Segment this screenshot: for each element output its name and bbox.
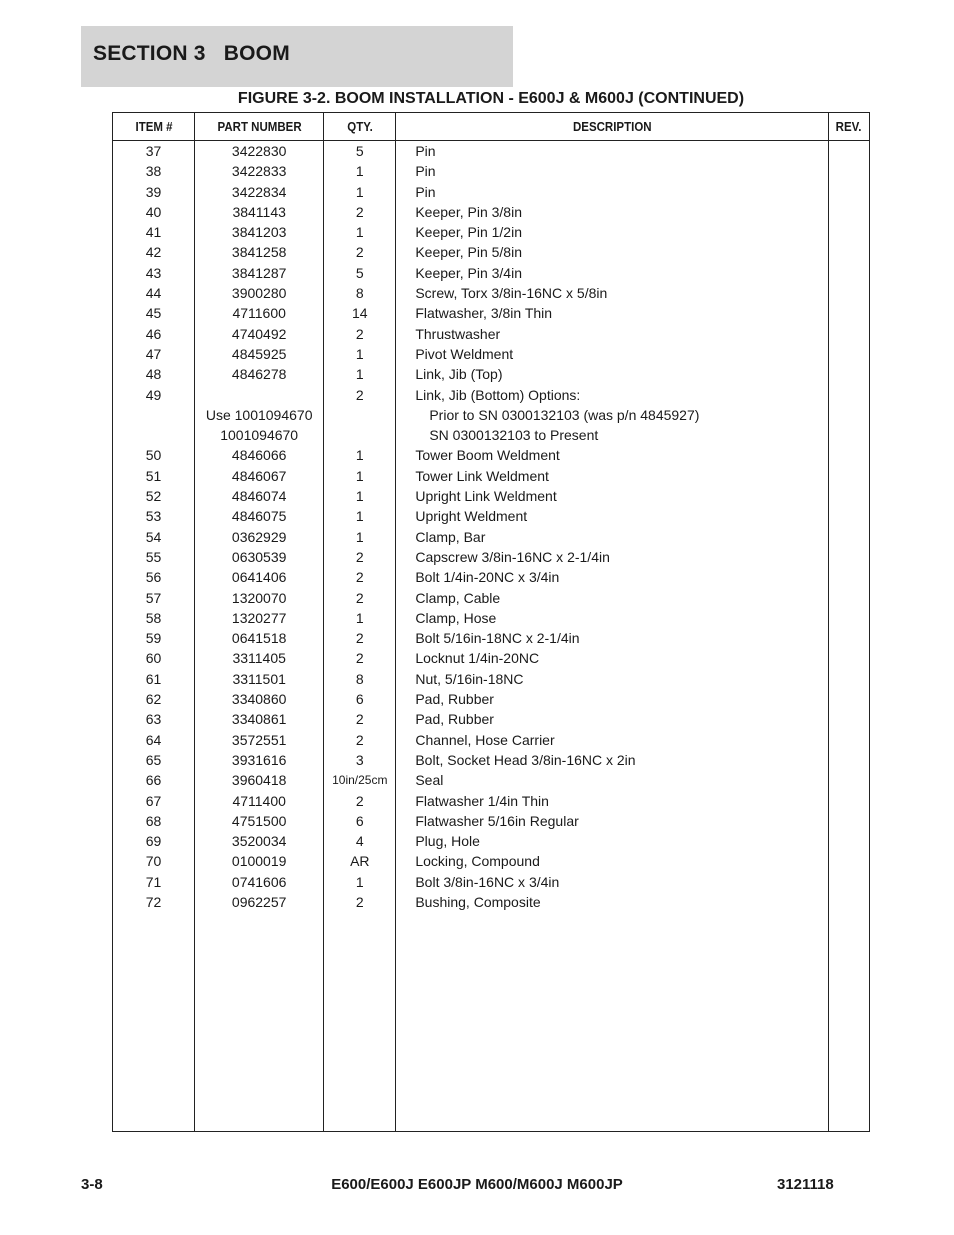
table-row: [113, 608, 870, 628]
part-number-cell: 4751500: [195, 811, 324, 831]
table-row: [113, 445, 870, 465]
item-number-cell: 42: [113, 242, 195, 262]
table-row: [113, 628, 870, 648]
table-row: [113, 669, 870, 689]
item-number-cell: 69: [113, 831, 195, 851]
revision-cell: [828, 628, 869, 648]
item-number-cell: 51: [113, 466, 195, 486]
part-number-cell: 3311405: [195, 648, 324, 668]
revision-cell: [828, 709, 869, 729]
part-number-cell: 0741606: [195, 872, 324, 892]
table-row: [113, 344, 870, 364]
revision-cell: [828, 364, 869, 384]
item-number-cell: 53: [113, 506, 195, 526]
table-row: [113, 892, 870, 912]
description-cell: Pivot Weldment: [396, 344, 829, 364]
quantity-cell: 1: [324, 872, 396, 892]
description-cell: Link, Jib (Bottom) Options:: [396, 385, 829, 405]
part-number-cell: 3340861: [195, 709, 324, 729]
table-row: [113, 182, 870, 202]
item-number-cell: 64: [113, 730, 195, 750]
description-cell: Clamp, Hose: [396, 608, 829, 628]
revision-cell: [828, 283, 869, 303]
quantity-cell: 10in/25cm: [324, 770, 396, 790]
part-number-cell: 3422834: [195, 182, 324, 202]
column-header-description: DESCRIPTION: [413, 113, 811, 141]
table-row: [113, 750, 870, 770]
item-number-cell: 44: [113, 283, 195, 303]
item-number-cell: 43: [113, 263, 195, 283]
part-number-cell: 3572551: [195, 730, 324, 750]
item-number-cell: 60: [113, 648, 195, 668]
table-row: [113, 527, 870, 547]
part-number-cell: 4846066: [195, 445, 324, 465]
description-cell: Locknut 1/4in-20NC: [396, 648, 829, 668]
quantity-cell: 2: [324, 730, 396, 750]
part-number-cell: 4711400: [195, 791, 324, 811]
part-number-cell: 4845925: [195, 344, 324, 364]
table-row: [113, 506, 870, 526]
quantity-cell: 2: [324, 567, 396, 587]
description-cell: Flatwasher, 3/8in Thin: [396, 303, 829, 323]
item-number-cell: 61: [113, 669, 195, 689]
item-number-cell: 70: [113, 851, 195, 871]
description-cell: Screw, Torx 3/8in-16NC x 5/8in: [396, 283, 829, 303]
empty-cell: [324, 912, 396, 1131]
quantity-cell: 6: [324, 811, 396, 831]
description-cell: Upright Weldment: [396, 506, 829, 526]
quantity-cell: 1: [324, 506, 396, 526]
part-number-cell: 0641518: [195, 628, 324, 648]
empty-cell: [828, 912, 869, 1131]
description-cell: Bolt 3/8in-16NC x 3/4in: [396, 872, 829, 892]
part-number-cell: 3841143: [195, 202, 324, 222]
part-number-cell: 0630539: [195, 547, 324, 567]
description-cell: Flatwasher 5/16in Regular: [396, 811, 829, 831]
quantity-cell: 5: [324, 141, 396, 162]
description-cell: Upright Link Weldment: [396, 486, 829, 506]
parts-table: [112, 112, 870, 1132]
quantity-cell: 14: [324, 303, 396, 323]
revision-cell: [828, 344, 869, 364]
description-cell: Tower Boom Weldment: [396, 445, 829, 465]
description-cell: Capscrew 3/8in-16NC x 2-1/4in: [396, 547, 829, 567]
part-number-cell: 1320070: [195, 588, 324, 608]
quantity-cell: 1: [324, 466, 396, 486]
part-number-cell: 4846278: [195, 364, 324, 384]
item-number-cell: 38: [113, 161, 195, 181]
revision-cell: [828, 527, 869, 547]
empty-cell: [195, 912, 324, 1131]
revision-cell: [828, 689, 869, 709]
item-number-cell: 59: [113, 628, 195, 648]
description-cell: Tower Link Weldment: [396, 466, 829, 486]
item-number-cell: 40: [113, 202, 195, 222]
quantity-cell: 1: [324, 344, 396, 364]
item-number-cell: 62: [113, 689, 195, 709]
description-cell: Flatwasher 1/4in Thin: [396, 791, 829, 811]
revision-cell: [828, 851, 869, 871]
quantity-cell: 1: [324, 486, 396, 506]
part-number-cell: 3931616: [195, 750, 324, 770]
description-cell: Keeper, Pin 5/8in: [396, 242, 829, 262]
section-header-band: [81, 26, 513, 87]
page-number: 3-8: [81, 1176, 103, 1193]
revision-cell: [828, 892, 869, 912]
quantity-cell: 2: [324, 648, 396, 668]
item-number-cell: 63: [113, 709, 195, 729]
revision-cell: [828, 222, 869, 242]
table-header-row: [113, 113, 870, 141]
table-row: [113, 364, 870, 384]
table-row: [113, 303, 870, 323]
description-cell: Prior to SN 0300132103 (was p/n 4845927): [396, 405, 829, 425]
description-cell: SN 0300132103 to Present: [396, 425, 829, 445]
item-number-cell: 54: [113, 527, 195, 547]
description-cell: Thrustwasher: [396, 324, 829, 344]
column-header-rev: REV.: [830, 113, 868, 141]
revision-cell: [828, 303, 869, 323]
description-cell: Pin: [396, 141, 829, 162]
part-number-cell: Use 1001094670: [195, 405, 324, 425]
description-cell: Clamp, Bar: [396, 527, 829, 547]
revision-cell: [828, 648, 869, 668]
quantity-cell: 2: [324, 385, 396, 405]
item-number-cell: 46: [113, 324, 195, 344]
part-number-cell: 3422833: [195, 161, 324, 181]
quantity-cell: 2: [324, 709, 396, 729]
revision-cell: [828, 425, 869, 445]
quantity-cell: 8: [324, 669, 396, 689]
item-number-cell: 48: [113, 364, 195, 384]
quantity-cell: 2: [324, 242, 396, 262]
description-cell: Keeper, Pin 3/4in: [396, 263, 829, 283]
table-row: [113, 425, 870, 445]
table-row: [113, 466, 870, 486]
part-number-cell: 4740492: [195, 324, 324, 344]
description-cell: Pad, Rubber: [396, 709, 829, 729]
table-row: [113, 202, 870, 222]
revision-cell: [828, 385, 869, 405]
revision-cell: [828, 547, 869, 567]
part-number-cell: 3311501: [195, 669, 324, 689]
item-number-cell: 55: [113, 547, 195, 567]
revision-cell: [828, 161, 869, 181]
table-row: [113, 709, 870, 729]
item-number-cell: 66: [113, 770, 195, 790]
description-cell: Bolt 1/4in-20NC x 3/4in: [396, 567, 829, 587]
revision-cell: [828, 263, 869, 283]
document-number: 3121118: [777, 1176, 834, 1193]
item-number-cell: 65: [113, 750, 195, 770]
part-number-cell: 1320277: [195, 608, 324, 628]
description-cell: Channel, Hose Carrier: [396, 730, 829, 750]
description-cell: Pin: [396, 182, 829, 202]
revision-cell: [828, 588, 869, 608]
revision-cell: [828, 202, 869, 222]
table-row: [113, 770, 870, 790]
revision-cell: [828, 405, 869, 425]
revision-cell: [828, 831, 869, 851]
table-row: [113, 324, 870, 344]
quantity-cell: [324, 405, 396, 425]
revision-cell: [828, 324, 869, 344]
table-row: [113, 141, 870, 162]
description-cell: Locking, Compound: [396, 851, 829, 871]
table-row: [113, 385, 870, 405]
revision-cell: [828, 669, 869, 689]
table-row: [113, 730, 870, 750]
table-row: [113, 486, 870, 506]
figure-title: FIGURE 3-2. BOOM INSTALLATION - E600J & M600J (CONTINUED): [237, 90, 745, 107]
table-row: [113, 222, 870, 242]
item-number-cell: 68: [113, 811, 195, 831]
revision-cell: [828, 445, 869, 465]
section-title: SECTION 3 BOOM: [93, 42, 290, 65]
revision-cell: [828, 506, 869, 526]
revision-cell: [828, 466, 869, 486]
quantity-cell: AR: [324, 851, 396, 871]
description-cell: Keeper, Pin 3/8in: [396, 202, 829, 222]
quantity-cell: 2: [324, 892, 396, 912]
quantity-cell: 6: [324, 689, 396, 709]
quantity-cell: 1: [324, 445, 396, 465]
quantity-cell: 3: [324, 750, 396, 770]
table-row: [113, 791, 870, 811]
item-number-cell: [113, 425, 195, 445]
table-row: [113, 811, 870, 831]
part-number-cell: 3520034: [195, 831, 324, 851]
part-number-cell: 0362929: [195, 527, 324, 547]
quantity-cell: 2: [324, 202, 396, 222]
part-number-cell: 1001094670: [195, 425, 324, 445]
table-row: [113, 405, 870, 425]
table-row: [113, 831, 870, 851]
part-number-cell: 4846074: [195, 486, 324, 506]
description-cell: Bolt, Socket Head 3/8in-16NC x 2in: [396, 750, 829, 770]
table-row: [113, 547, 870, 567]
part-number-cell: 4711600: [195, 303, 324, 323]
part-number-cell: 3841258: [195, 242, 324, 262]
part-number-cell: [195, 385, 324, 405]
quantity-cell: 1: [324, 527, 396, 547]
revision-cell: [828, 811, 869, 831]
part-number-cell: 0641406: [195, 567, 324, 587]
table-row: [113, 851, 870, 871]
item-number-cell: 71: [113, 872, 195, 892]
revision-cell: [828, 242, 869, 262]
part-number-cell: 3340860: [195, 689, 324, 709]
description-cell: Plug, Hole: [396, 831, 829, 851]
revision-cell: [828, 182, 869, 202]
quantity-cell: 5: [324, 263, 396, 283]
quantity-cell: [324, 425, 396, 445]
quantity-cell: 2: [324, 324, 396, 344]
column-header-item: ITEM #: [116, 113, 192, 141]
part-number-cell: 4846067: [195, 466, 324, 486]
revision-cell: [828, 141, 869, 162]
description-cell: Pad, Rubber: [396, 689, 829, 709]
table-row: [113, 689, 870, 709]
item-number-cell: 47: [113, 344, 195, 364]
parts-table-body: [113, 141, 870, 1132]
model-list: E600/E600J E600JP M600/M600J M600JP: [331, 1176, 623, 1193]
quantity-cell: 1: [324, 222, 396, 242]
part-number-cell: 0100019: [195, 851, 324, 871]
item-number-cell: 37: [113, 141, 195, 162]
quantity-cell: 2: [324, 628, 396, 648]
description-cell: Clamp, Cable: [396, 588, 829, 608]
quantity-cell: 2: [324, 588, 396, 608]
quantity-cell: 8: [324, 283, 396, 303]
description-cell: Link, Jib (Top): [396, 364, 829, 384]
item-number-cell: 56: [113, 567, 195, 587]
revision-cell: [828, 872, 869, 892]
part-number-cell: 3841203: [195, 222, 324, 242]
item-number-cell: 72: [113, 892, 195, 912]
quantity-cell: 1: [324, 182, 396, 202]
item-number-cell: 52: [113, 486, 195, 506]
empty-cell: [396, 912, 829, 1131]
description-cell: Nut, 5/16in-18NC: [396, 669, 829, 689]
item-number-cell: 41: [113, 222, 195, 242]
part-number-cell: 3841287: [195, 263, 324, 283]
revision-cell: [828, 608, 869, 628]
item-number-cell: 67: [113, 791, 195, 811]
table-row: [113, 567, 870, 587]
part-number-cell: 0962257: [195, 892, 324, 912]
table-row: [113, 263, 870, 283]
revision-cell: [828, 567, 869, 587]
item-number-cell: 57: [113, 588, 195, 608]
empty-cell: [113, 912, 195, 1131]
table-filler-row: [113, 912, 870, 1131]
part-number-cell: 4846075: [195, 506, 324, 526]
quantity-cell: 1: [324, 364, 396, 384]
column-header-part-number: PART NUMBER: [200, 113, 319, 141]
revision-cell: [828, 730, 869, 750]
description-cell: Pin: [396, 161, 829, 181]
table-row: [113, 242, 870, 262]
description-cell: Bushing, Composite: [396, 892, 829, 912]
quantity-cell: 2: [324, 547, 396, 567]
quantity-cell: 1: [324, 608, 396, 628]
quantity-cell: 4: [324, 831, 396, 851]
item-number-cell: 49: [113, 385, 195, 405]
table-row: [113, 588, 870, 608]
part-number-cell: 3900280: [195, 283, 324, 303]
item-number-cell: 39: [113, 182, 195, 202]
column-header-qty: QTY.: [327, 113, 393, 141]
revision-cell: [828, 770, 869, 790]
description-cell: Bolt 5/16in-18NC x 2-1/4in: [396, 628, 829, 648]
item-number-cell: 58: [113, 608, 195, 628]
table-row: [113, 283, 870, 303]
revision-cell: [828, 750, 869, 770]
description-cell: Keeper, Pin 1/2in: [396, 222, 829, 242]
item-number-cell: 45: [113, 303, 195, 323]
part-number-cell: 3422830: [195, 141, 324, 162]
revision-cell: [828, 486, 869, 506]
description-cell: Seal: [396, 770, 829, 790]
table-row: [113, 161, 870, 181]
revision-cell: [828, 791, 869, 811]
part-number-cell: 3960418: [195, 770, 324, 790]
quantity-cell: 1: [324, 161, 396, 181]
item-number-cell: 50: [113, 445, 195, 465]
item-number-cell: [113, 405, 195, 425]
table-row: [113, 872, 870, 892]
quantity-cell: 2: [324, 791, 396, 811]
table-row: [113, 648, 870, 668]
